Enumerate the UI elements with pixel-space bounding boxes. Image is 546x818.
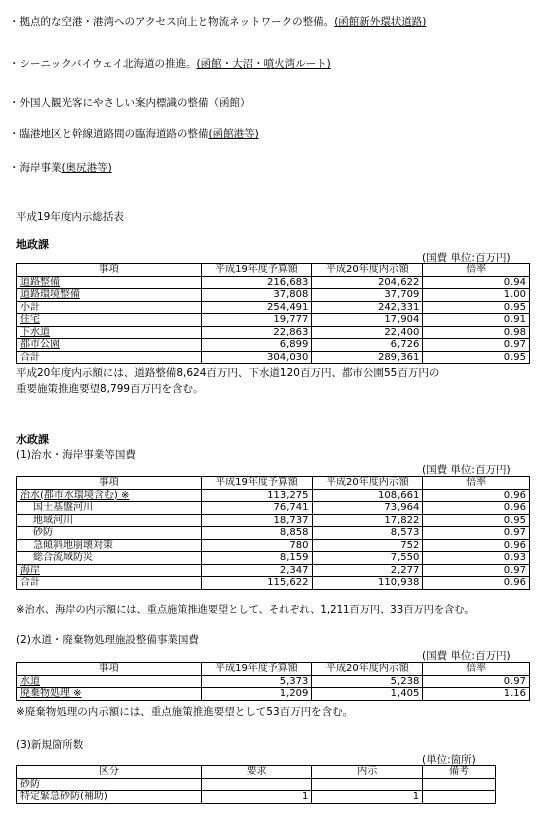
- unit-label: (国費 単位:百万円): [422, 464, 511, 476]
- header-cell: 事項: [17, 264, 202, 277]
- table-row: [17, 539, 530, 552]
- table-row: [17, 301, 530, 314]
- cell-ratio: 0.97: [423, 527, 530, 540]
- header-cell: 要求: [201, 766, 312, 779]
- header-cell: 事項: [17, 477, 202, 490]
- table-header-row: [17, 663, 530, 676]
- table-row: [17, 778, 496, 791]
- cell-prev: 18,737: [201, 514, 312, 527]
- cell-ratio: 0.95: [423, 351, 530, 364]
- row-label: 道路整備: [17, 276, 202, 289]
- table-row: [17, 314, 530, 327]
- table-row: [17, 675, 530, 688]
- table-row: [17, 564, 530, 577]
- header-cell: 平成19年度予算額: [201, 477, 312, 490]
- cell-ratio: 0.95: [423, 514, 530, 527]
- bullet-item: [9, 160, 112, 175]
- summary-title: 平成19年度内示総括表: [16, 211, 124, 223]
- table-row: [17, 514, 530, 527]
- bullet-text: ・拠点的な空港・港湾へのアクセス向上と物流ネットワークの整備。: [9, 16, 335, 28]
- cell-prev: 254,491: [201, 301, 312, 314]
- cell-next: 6,726: [312, 339, 423, 352]
- cell-request: 1: [201, 791, 312, 804]
- row-label: 地域河川: [17, 514, 202, 527]
- row-label: 砂防: [17, 778, 202, 791]
- row-label: 下水道: [17, 326, 202, 339]
- subsection-title: (3)新規箇所数: [16, 739, 84, 751]
- header-cell: 備考: [423, 766, 496, 779]
- cell-prev: 2,347: [201, 564, 312, 577]
- note-line: 重要施策推進要望8,799百万円を含む。: [16, 383, 204, 395]
- bullet-link[interactable]: (函館新外環状道路): [334, 16, 427, 28]
- cell-next: 22,400: [312, 326, 423, 339]
- row-label: 治水(都市水環境含む) ※: [17, 489, 202, 502]
- cell-ratio: 0.91: [423, 314, 530, 327]
- cell-ratio: 0.97: [423, 675, 530, 688]
- cell-prev: 76,741: [201, 502, 312, 515]
- cell-prev: 8,858: [201, 527, 312, 540]
- table-row: [17, 577, 530, 590]
- cell-next: 204,622: [312, 276, 423, 289]
- bullet-text: ・臨港地区と幹線道路間の臨海道路の整備: [9, 128, 209, 140]
- table-row: [17, 552, 530, 565]
- bullet-link[interactable]: (奥尻港等): [61, 162, 112, 174]
- cell-next: 8,573: [312, 527, 423, 540]
- bullet-item: [9, 126, 259, 141]
- row-label: 道路環境整備: [17, 289, 202, 302]
- note-line: ※廃棄物処理の内示額には、重点施策推進要望として53百万円を含む。: [16, 706, 354, 718]
- suisei-table-3: [16, 765, 496, 804]
- cell-ratio: 0.96: [423, 577, 530, 590]
- cell-next: 110,938: [312, 577, 423, 590]
- cell-ratio: 0.96: [423, 502, 530, 515]
- cell-request: [201, 778, 312, 791]
- subsection-title: (1)治水・海岸事業等国費: [16, 449, 136, 461]
- cell-prev: 5,373: [201, 675, 312, 688]
- row-label: 海岸: [17, 564, 202, 577]
- cell-ratio: 1.00: [423, 289, 530, 302]
- cell-prev: 37,808: [201, 289, 312, 302]
- cell-prev: 115,622: [201, 577, 312, 590]
- row-label: 合計: [17, 351, 202, 364]
- table-row: [17, 489, 530, 502]
- section-title-chisei: 地政課: [16, 238, 49, 251]
- cell-next: 7,550: [312, 552, 423, 565]
- cell-prev: 6,899: [201, 339, 312, 352]
- cell-approved: [312, 778, 423, 791]
- cell-next: 108,661: [312, 489, 423, 502]
- cell-next: 17,822: [312, 514, 423, 527]
- row-label: 砂防: [17, 527, 202, 540]
- table-row: [17, 527, 530, 540]
- table-row: [17, 791, 496, 804]
- cell-next: 37,709: [312, 289, 423, 302]
- table-row: [17, 502, 530, 515]
- cell-remarks: [423, 791, 496, 804]
- table-row: [17, 326, 530, 339]
- cell-prev: 780: [201, 539, 312, 552]
- cell-ratio: 1.16: [423, 688, 530, 701]
- header-cell: 内示: [312, 766, 423, 779]
- table-row: [17, 339, 530, 352]
- header-cell: 区分: [17, 766, 202, 779]
- row-label: 都市公園: [17, 339, 202, 352]
- section-title-suisei: 水政課: [16, 433, 49, 446]
- row-label: 合計: [17, 577, 202, 590]
- table-row: [17, 289, 530, 302]
- row-label: 特定緊急砂防(補助): [17, 791, 202, 804]
- row-label: 水道: [17, 675, 202, 688]
- row-label: 住宅: [17, 314, 202, 327]
- cell-next: 2,277: [312, 564, 423, 577]
- suisei-table-1: [16, 476, 530, 590]
- header-cell: 倍率: [423, 663, 530, 676]
- cell-prev: 216,683: [201, 276, 312, 289]
- header-cell: 倍率: [423, 477, 530, 490]
- cell-next: 5,238: [312, 675, 423, 688]
- cell-ratio: 0.97: [423, 339, 530, 352]
- table-row: [17, 276, 530, 289]
- cell-approved: 1: [312, 791, 423, 804]
- bullet-link[interactable]: (函館・大沼・噴火湾ルート): [196, 58, 331, 70]
- cell-next: 17,904: [312, 314, 423, 327]
- header-cell: 平成20年度内示額: [312, 663, 423, 676]
- cell-ratio: 0.94: [423, 276, 530, 289]
- cell-ratio: 0.93: [423, 552, 530, 565]
- row-label: 総合流域防災: [17, 552, 202, 565]
- header-cell: 平成19年度予算額: [201, 663, 312, 676]
- header-cell: 平成20年度内示額: [312, 477, 423, 490]
- bullet-item: [9, 95, 251, 110]
- subsection-title: (2)水道・廃棄物処理施設整備事業国費: [16, 634, 199, 646]
- table-header-row: [17, 264, 530, 277]
- cell-ratio: 0.95: [423, 301, 530, 314]
- cell-next: 289,361: [312, 351, 423, 364]
- unit-label: (単位:箇所): [422, 754, 476, 766]
- bullet-text: ・海岸事業: [9, 162, 62, 174]
- cell-next: 752: [312, 539, 423, 552]
- row-label: 国土基盤河川: [17, 502, 202, 515]
- chisei-table: [16, 263, 530, 364]
- unit-label: (国費 単位:百万円): [422, 650, 511, 662]
- cell-ratio: 0.98: [423, 326, 530, 339]
- cell-ratio: 0.96: [423, 489, 530, 502]
- unit-label: (国費 単位:百万円): [422, 252, 511, 264]
- bullet-link[interactable]: (函館港等): [208, 128, 259, 140]
- cell-ratio: 0.96: [423, 539, 530, 552]
- header-cell: 平成19年度予算額: [201, 264, 312, 277]
- cell-next: 1,405: [312, 688, 423, 701]
- table-header-row: [17, 766, 496, 779]
- table-row: [17, 351, 530, 364]
- cell-ratio: 0.97: [423, 564, 530, 577]
- table-header-row: [17, 477, 530, 490]
- cell-prev: 304,030: [201, 351, 312, 364]
- header-cell: 事項: [17, 663, 202, 676]
- cell-remarks: [423, 778, 496, 791]
- note-line: 平成20年度内示額には、道路整備8,624百万円、下水道120百万円、都市公園55百万円の: [16, 367, 440, 379]
- row-label: 廃棄物処理 ※: [17, 688, 202, 701]
- cell-prev: 1,209: [201, 688, 312, 701]
- cell-next: 73,964: [312, 502, 423, 515]
- cell-prev: 22,863: [201, 326, 312, 339]
- row-label: 急傾斜地崩壊対策: [17, 539, 202, 552]
- suisei-table-2: [16, 662, 530, 701]
- bullet-item: [9, 14, 426, 29]
- row-label: 小計: [17, 301, 202, 314]
- note-line: ※治水、海岸の内示額には、重点施策推進要望として、それぞれ、1,211百万円、33百万円を含む。: [16, 605, 475, 616]
- cell-prev: 113,275: [201, 489, 312, 502]
- cell-prev: 8,159: [201, 552, 312, 565]
- header-cell: 倍率: [423, 264, 530, 277]
- header-cell: 平成20年度内示額: [312, 264, 423, 277]
- bullet-text: ・外国人観光客にやさしい案内標識の整備（函館）: [9, 97, 251, 109]
- table-row: [17, 688, 530, 701]
- cell-prev: 19,777: [201, 314, 312, 327]
- bullet-text: ・シーニックバイウェイ北海道の推進。: [9, 58, 197, 70]
- bullet-item: [9, 56, 331, 71]
- cell-next: 242,331: [312, 301, 423, 314]
